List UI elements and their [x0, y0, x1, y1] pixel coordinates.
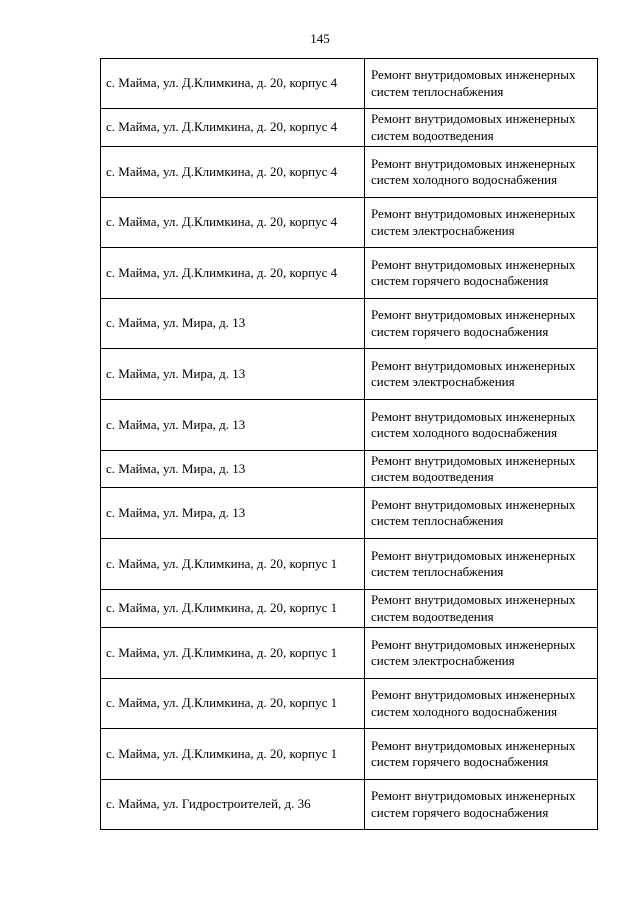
address-cell: с. Майма, ул. Гидростроителей, д. 36: [101, 780, 365, 830]
work-type-cell: Ремонт внутридомовых инженерных систем горячего водоснабжения: [365, 729, 598, 780]
work-type-cell: Ремонт внутридомовых инженерных систем водоотведения: [365, 451, 598, 488]
address-cell: с. Майма, ул. Мира, д. 13: [101, 451, 365, 488]
work-type-cell: Ремонт внутридомовых инженерных систем электроснабжения: [365, 198, 598, 248]
table-row: [101, 400, 598, 451]
table-row: [101, 198, 598, 248]
table-row: [101, 628, 598, 679]
table-row: [101, 729, 598, 780]
address-cell: с. Майма, ул. Д.Климкина, д. 20, корпус 1: [101, 628, 365, 679]
table-row: [101, 248, 598, 299]
address-cell: с. Майма, ул. Д.Климкина, д. 20, корпус 1: [101, 590, 365, 628]
address-cell: с. Майма, ул. Д.Климкина, д. 20, корпус 4: [101, 109, 365, 147]
table-row: [101, 488, 598, 539]
table-row: [101, 59, 598, 109]
work-type-cell: Ремонт внутридомовых инженерных систем теплоснабжения: [365, 539, 598, 590]
address-cell: с. Майма, ул. Д.Климкина, д. 20, корпус 1: [101, 679, 365, 729]
table-row: [101, 590, 598, 628]
work-type-cell: Ремонт внутридомовых инженерных систем теплоснабжения: [365, 488, 598, 539]
work-type-cell: Ремонт внутридомовых инженерных систем холодного водоснабжения: [365, 147, 598, 198]
work-type-cell: Ремонт внутридомовых инженерных систем электроснабжения: [365, 628, 598, 679]
work-type-cell: Ремонт внутридомовых инженерных систем теплоснабжения: [365, 59, 598, 109]
page-number: 145: [310, 31, 330, 46]
table-row: [101, 539, 598, 590]
work-type-cell: Ремонт внутридомовых инженерных систем электроснабжения: [365, 349, 598, 400]
table-row: [101, 679, 598, 729]
work-type-cell: Ремонт внутридомовых инженерных систем водоотведения: [365, 109, 598, 147]
repair-works-table: [100, 58, 598, 830]
work-type-cell: Ремонт внутридомовых инженерных систем горячего водоснабжения: [365, 780, 598, 830]
address-cell: с. Майма, ул. Мира, д. 13: [101, 349, 365, 400]
address-cell: с. Майма, ул. Д.Климкина, д. 20, корпус 4: [101, 59, 365, 109]
address-cell: с. Майма, ул. Д.Климкина, д. 20, корпус 4: [101, 147, 365, 198]
address-cell: с. Майма, ул. Д.Климкина, д. 20, корпус 4: [101, 198, 365, 248]
work-type-cell: Ремонт внутридомовых инженерных систем горячего водоснабжения: [365, 299, 598, 349]
table-row: [101, 299, 598, 349]
table-row: [101, 147, 598, 198]
table-row: [101, 451, 598, 488]
address-cell: с. Майма, ул. Д.Климкина, д. 20, корпус 4: [101, 248, 365, 299]
address-cell: с. Майма, ул. Д.Климкина, д. 20, корпус 1: [101, 539, 365, 590]
address-cell: с. Майма, ул. Мира, д. 13: [101, 400, 365, 451]
address-cell: с. Майма, ул. Мира, д. 13: [101, 488, 365, 539]
work-type-cell: Ремонт внутридомовых инженерных систем холодного водоснабжения: [365, 400, 598, 451]
address-cell: с. Майма, ул. Мира, д. 13: [101, 299, 365, 349]
work-type-cell: Ремонт внутридомовых инженерных систем холодного водоснабжения: [365, 679, 598, 729]
table-row: [101, 109, 598, 147]
table-row: [101, 780, 598, 830]
work-type-cell: Ремонт внутридомовых инженерных систем горячего водоснабжения: [365, 248, 598, 299]
table-body: [101, 59, 598, 830]
work-type-cell: Ремонт внутридомовых инженерных систем водоотведения: [365, 590, 598, 628]
address-cell: с. Майма, ул. Д.Климкина, д. 20, корпус 1: [101, 729, 365, 780]
table-row: [101, 349, 598, 400]
